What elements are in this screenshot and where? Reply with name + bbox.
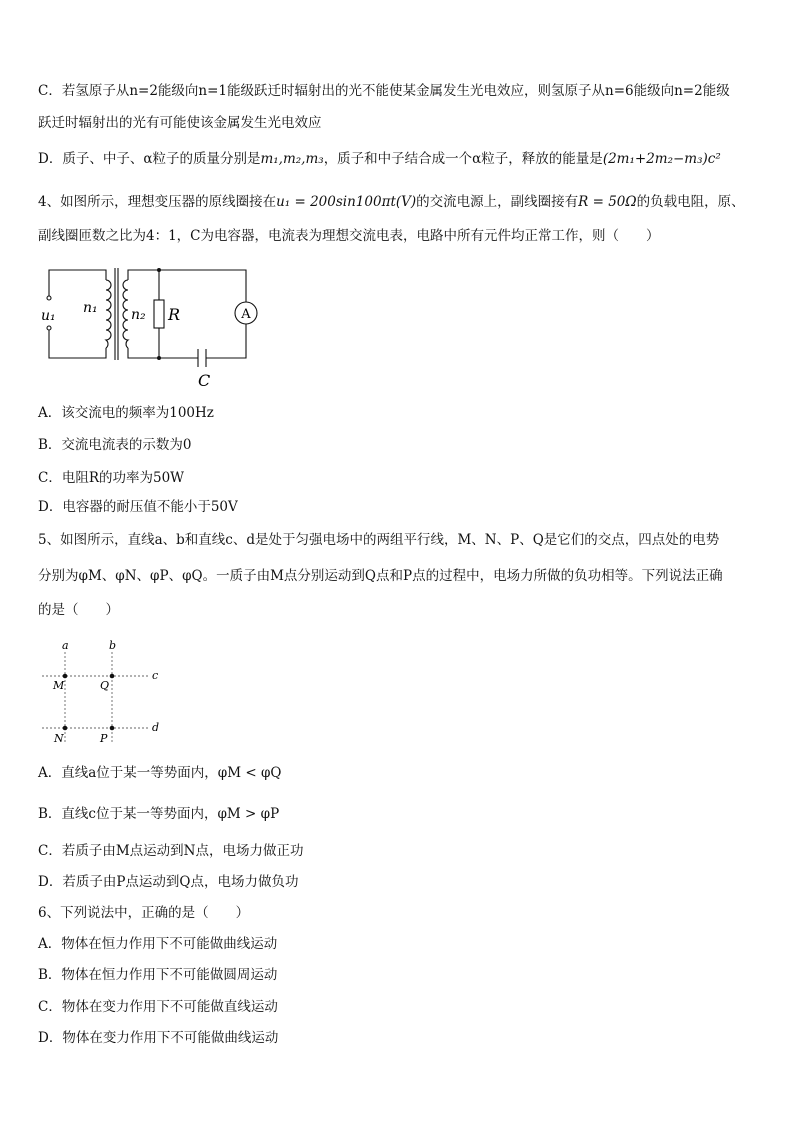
q4-stem-b: 的交流电源上，副线圈接有 [416,194,579,210]
resistor-label: R [168,305,181,324]
q6-option-a: A．物体在恒力作用下不可能做曲线运动 [38,936,278,952]
q5-option-d: D．若质子由P点运动到Q点，电场力做负功 [38,874,299,890]
primary-coil [106,280,111,348]
point-m [63,674,68,679]
q4-resistance-value: R = 50Ω [578,194,637,210]
q5-option-c: C．若质子由M点运动到N点，电场力做正功 [38,843,304,859]
q3-option-d-text-b: ，质子和中子结合成一个α粒子，释放的能量是 [323,151,603,167]
secondary-coil [123,280,128,348]
point-p [110,726,115,731]
q4-option-d: D．电容器的耐压值不能小于50V [38,499,238,515]
q5-field-lines-diagram [38,638,168,750]
q3-energy-formula: (2m₁+2m₂−m₃)c² [602,151,721,167]
q5-option-a: A．直线a位于某一等势面内，φM < φQ [38,765,282,781]
u1-terminal-bottom [47,326,51,330]
label-m: M [53,679,65,692]
q5-option-b: B．直线c位于某一等势面内，φM > φP [38,806,280,822]
u1-terminal-top [47,296,51,300]
q4-option-c: C．电阻R的功率为50W [38,470,185,486]
ammeter-label: A [241,307,251,322]
point-n [63,726,68,731]
junction-top [157,268,161,272]
q6-option-c: C．物体在变力作用下不可能做直线运动 [38,999,278,1015]
resistor [154,300,164,328]
q4-stem-a: 4、如图所示，理想变压器的原线圈接在 [38,194,277,210]
u1-label: u₁ [41,308,56,324]
q5-stem-line2: 分别为φM、φN、φP、φQ。一质子由M点分别运动到Q点和P点的过程中，电场力所做的负功相等。下列说法正确 [38,568,723,584]
q4-stem-line2: 副线圈匝数之比为4：1，C为电容器，电流表为理想交流电表，电路中所有元件均正常工作，则（ ） [38,228,660,244]
label-b: b [109,639,117,652]
q3-option-c-line2: 跃迁时辐射出的光有可能使该金属发生光电效应 [38,115,322,131]
q4-option-b: B．交流电流表的示数为0 [38,437,192,453]
q6-option-b: B．物体在恒力作用下不可能做圆周运动 [38,967,278,983]
q4-stem-line1 [38,192,745,212]
label-p: P [100,732,108,745]
q3-option-d-text-a: D．质子、中子、α粒子的质量分别是 [38,151,261,167]
label-n: N [54,732,64,745]
q3-masses: m₁,m₂,m₃ [260,151,324,167]
label-a: a [62,639,69,652]
q4-stem-c: 的负载电阻，原、 [636,194,745,210]
label-c: c [152,669,159,682]
label-d: d [152,721,160,734]
q5-stem-line3: 的是（ ） [38,602,119,618]
label-q: Q [100,679,110,692]
q6-option-d: D．物体在变力作用下不可能做曲线运动 [38,1030,279,1046]
n2-label: n₂ [131,307,146,323]
n1-label: n₁ [83,300,98,316]
point-q [110,674,115,679]
q4-voltage-formula: u₁ = 200sin100πt(V) [276,194,417,210]
q3-option-c-line1: C．若氢原子从n=2能级向n=1能级跃迁时辐射出的光不能使某金属发生光电效应，则氢原子从n=6能级向n=2能级 [38,83,730,99]
q5-stem-line1: 5、如图所示，直线a、b和直线c、d是处于匀强电场中的两组平行线，M、N、P、Q是它们的交点，四点处的电势 [38,532,720,548]
q3-option-d [38,149,721,169]
q4-option-a: A．该交流电的频率为100Hz [38,405,214,421]
q4-circuit-diagram [38,262,268,392]
q6-stem: 6、下列说法中，正确的是（ ） [38,905,250,921]
junction-bottom [157,356,161,360]
capacitor-label: C [198,371,211,390]
